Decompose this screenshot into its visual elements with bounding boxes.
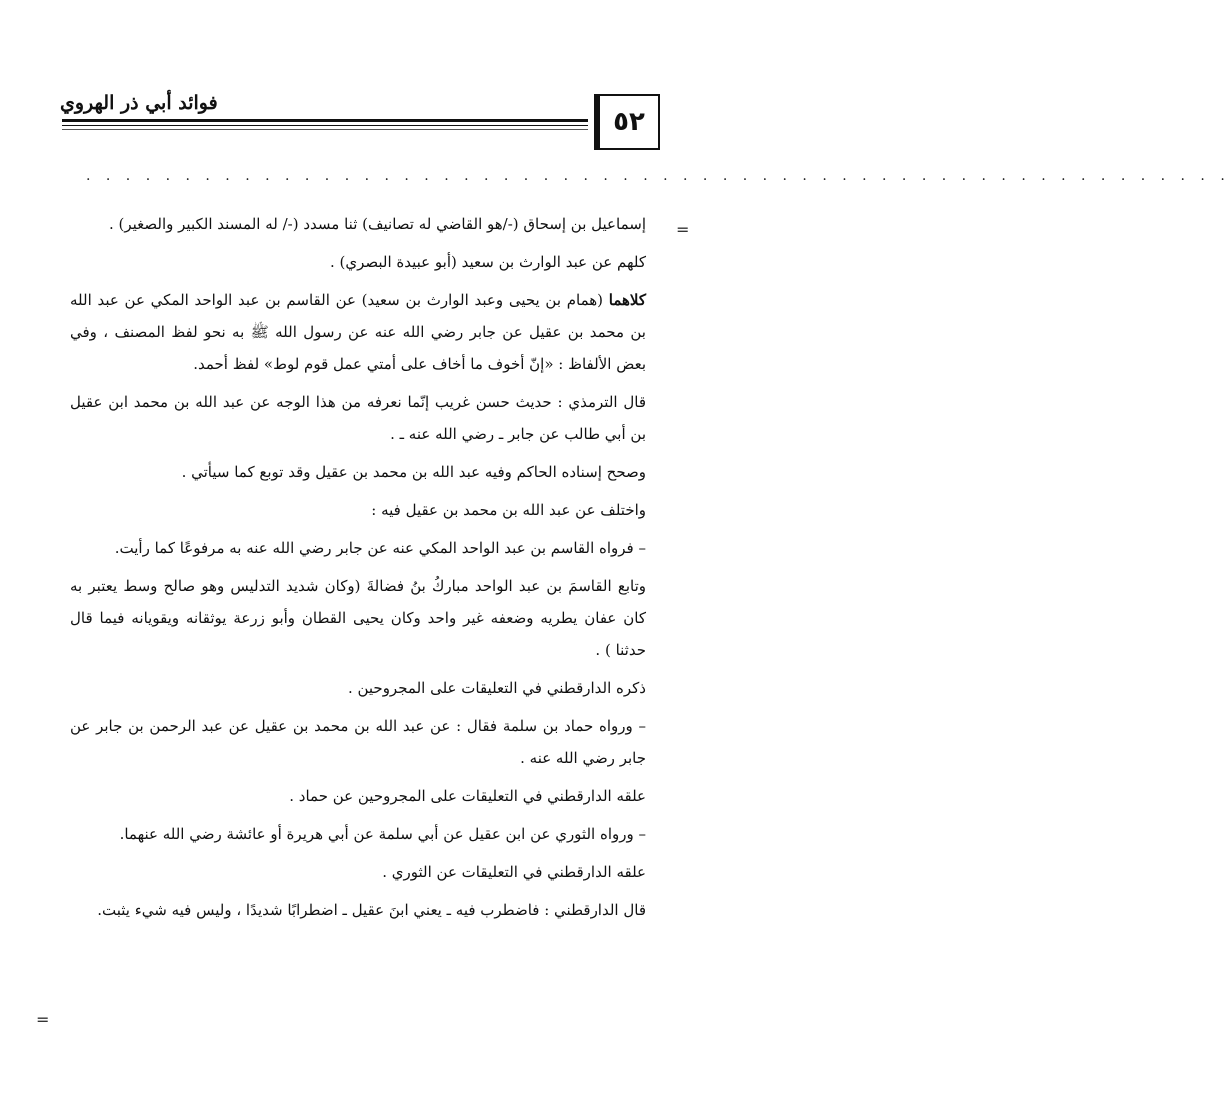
paragraph: – ورواه الثوري عن ابن عقيل عن أبي سلمة عن أبي هريرة أو عائشة رضي الله عنهما.	[119, 825, 646, 843]
header-rule-thin	[62, 129, 588, 130]
paragraph: قال الدارقطني : فاضطرب فيه ـ يعني ابنَ عقيل ـ اضطرابًا شديدًا ، وليس فيه شيء يثبت.	[97, 901, 646, 919]
page-header	[0, 0, 1230, 184]
header-rule-thin	[62, 125, 588, 126]
paragraph: إسماعيل بن إسحاق (-/هو القاضي له تصانيف) ثنا مسدد (-/ له المسند الكبير والصغير) .	[108, 215, 646, 233]
paragraph: علقه الدارقطني في التعليقات عن الثوري .	[382, 863, 646, 881]
paragraph: – ورواه حماد بن سلمة فقال : عن عبد الله بن محمد بن عقيل عن عبد الرحمن بن جابر عن جابر رضي الله عنه .	[70, 717, 646, 767]
body-text	[70, 208, 646, 932]
paragraph: قال الترمذي : حديث حسن غريب إنّما نعرفه من هذا الوجه عن عبد الله بن محمد ابن عقيل بن أبي طالب عن جابر ـ رضي الله عنه ـ .	[70, 393, 646, 443]
paragraph: وتابع القاسمَ بن عبد الواحد مباركُ بنُ فضالةَ (وكان شديد التدليس وهو صالح وسط يعتبر به كان عفان يطريه وضعفه غير واحد وكان يحيى القطان وأبو زرعة يوثقانه ويقويانه فيما قال حدثنا ) .	[70, 577, 646, 659]
running-title: فوائد أبي ذر الهروي	[60, 92, 218, 114]
paragraph: ذكره الدارقطني في التعليقات على المجروحين .	[347, 679, 646, 697]
paragraph: كلاهما (همام بن يحيى وعبد الوارث بن سعيد) عن القاسم بن عبد الواحد المكي عن عبد الله بن محمد بن عقيل عن جابر رضي الله عنه عن رسول الله ﷺ به نحو لفظ المصنف ، وفي بعض الألفاظ : «إنّ أخوف ما أخاف على أمتي عمل قوم لوط» لفظ أحمد.	[70, 291, 646, 373]
paragraph: واختلف عن عبد الله بن محمد بن عقيل فيه :	[371, 501, 646, 519]
dotted-separator: . . . . . . . . . . . . . . . . . . . . . . . . . . . . . . . . . . . . . . . . . . . . . . . . . . . . . . . . . .	[86, 168, 1230, 184]
paragraph: – فرواه القاسم بن عبد الواحد المكي عنه عن جابر رضي الله عنه به مرفوعًا كما رأيت.	[114, 539, 646, 557]
margin-mark-top: =	[676, 220, 690, 239]
paragraph: علقه الدارقطني في التعليقات على المجروحين عن حماد .	[289, 787, 646, 805]
header-rule	[62, 119, 588, 122]
paragraph: كلهم عن عبد الوارث بن سعيد (أبو عبيدة البصري) .	[329, 253, 646, 271]
margin-mark-bottom: =	[36, 1010, 50, 1029]
paragraph: وصحح إسناده الحاكم وفيه عبد الله بن محمد بن عقيل وقد توبع كما سيأتي .	[181, 463, 646, 481]
page-number: ٥٢	[594, 94, 660, 150]
